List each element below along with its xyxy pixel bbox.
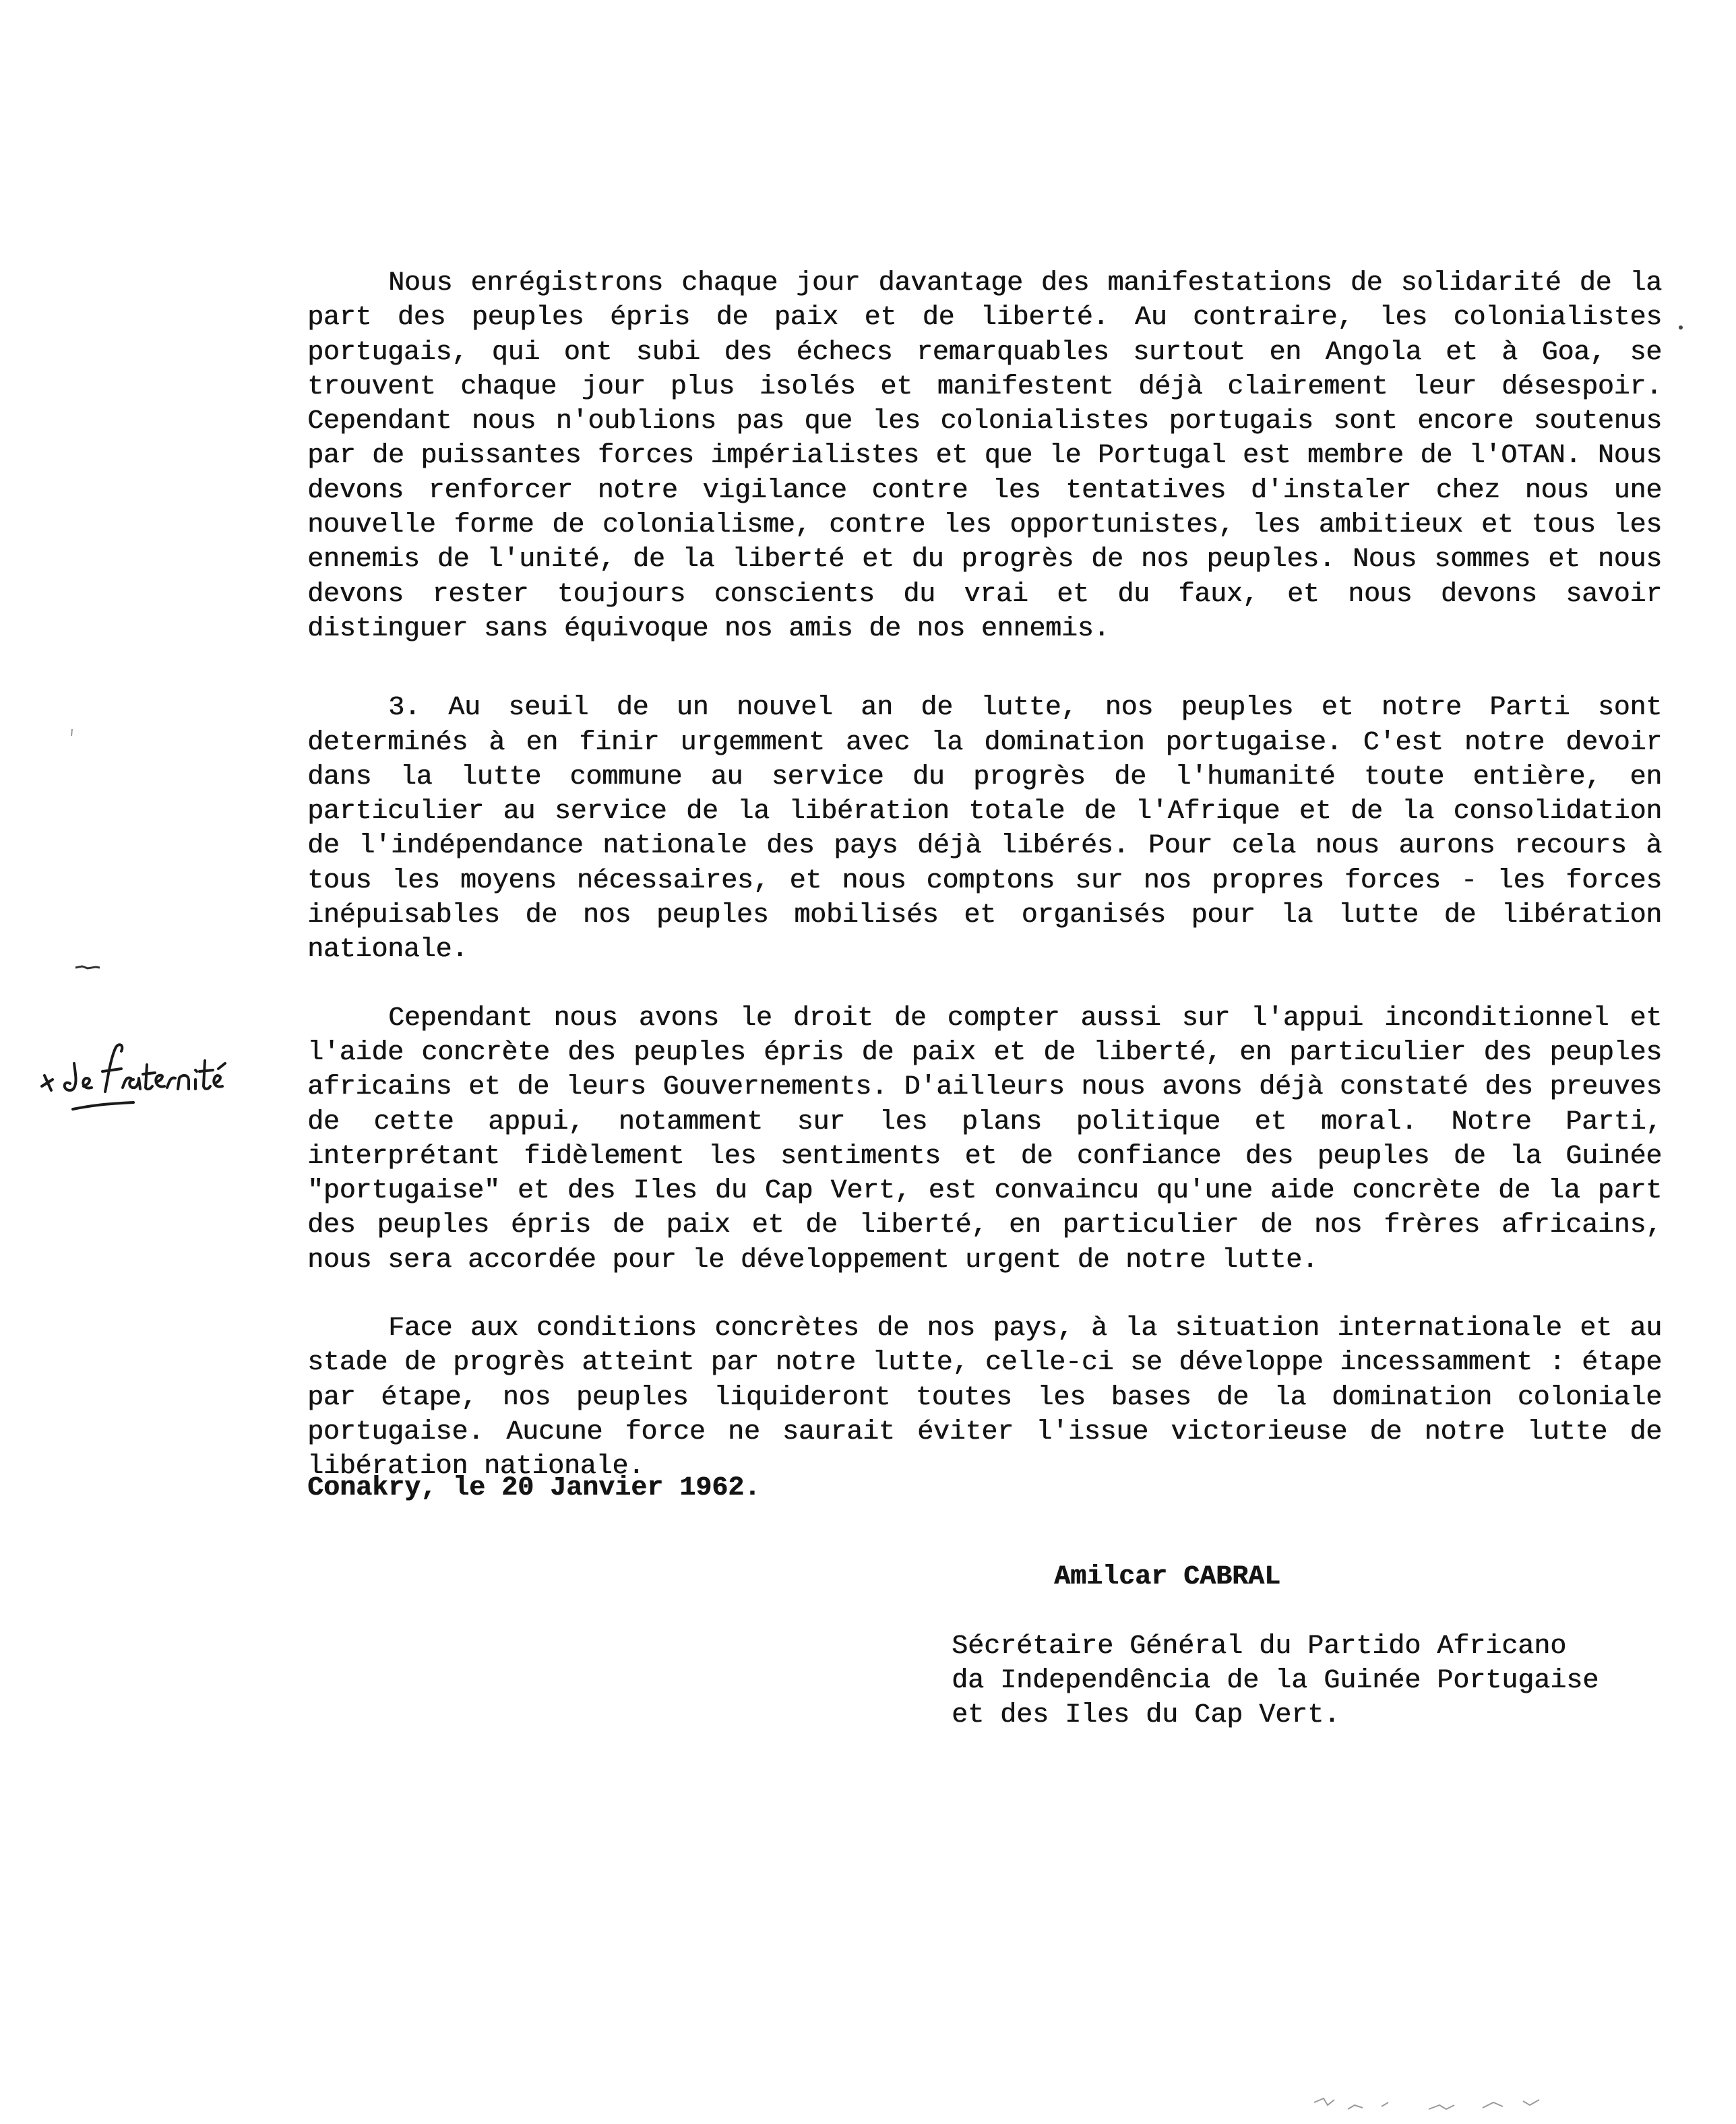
scan-speck xyxy=(69,728,75,737)
place-and-date: Conakry, le 20 Janvier 1962. xyxy=(307,1473,761,1503)
paragraph-point-3: 3. Au seuil de un nouvel an de lutte, nos peuples et notre Parti sont determinés à en finir urgemment avec la domination portugaise. C'est notre devoir dans la lutte commune au service du progrès de l'humanité toute entière, en particulier au service de la libération totale de l'Afrique et de la consolidation de l'indépendance nationale des pays déjà libérés. Pour cela nous aurons recours à tous les moyens nécessaires, et nous comptons sur nos propres forces - les forces inépuisables de nos peuples mobilisés et organisés pour la lutte de libération nationale. xyxy=(307,693,1662,966)
paragraph-solidarity: Nous enrégistrons chaque jour davantage des manifestations de solidarité de la part des peuples épris de paix et de liberté. Au contraire, les colonialistes portugais, qui ont subi des échecs remarquables surtout en Angola et à Goa, se trouvent chaque jour plus isolés et manifestent déjà clairement leur désespoir. Cependant nous n'oublions pas que les colonialistes portugais sont encore soutenus par de puissantes forces impérialistes et que le Portugal est membre de l'OTAN. Nous devons renforcer notre vigilance contre les tentatives d'instaler chez nous une nouvelle forme de colonialisme, contre les opportunistes, les ambitieux et tous les ennemis de l'unité, de la liberté et du progrès de nos peuples. Nous sommes et nous devons rester toujours conscients du vrai et du faux, et nous devons savoir distinguer sans équivoque nos amis de nos ennemis. xyxy=(307,268,1662,644)
scan-speck xyxy=(73,962,102,972)
handwritten-margin-note xyxy=(32,1004,255,1132)
scan-speck xyxy=(1677,323,1685,332)
paragraph-support: Cependant nous avons le droit de compter aussi sur l'appui inconditionnel et l'aide concrète des peuples épris de paix et de liberté, en particulier des peuples africains et de leurs Gouvernements. D'ailleurs nous avons déjà constaté des preuves de cette appui, notamment sur les plans politique et moral. Notre Parti, interprétant fidèlement les sentiments et de confiance des peuples de la Guinée "portugaise" et des Iles du Cap Vert, est convaincu qu'une aide concrète de la part des peuples épris de paix et de liberté, en particulier de nos frères africains, nous sera accordée pour le développement urgent de notre lutte. xyxy=(307,1003,1662,1276)
letter-body xyxy=(307,266,1662,1485)
paragraph-victory: Face aux conditions concrètes de nos pays, à la situation internationale et au stade de progrès atteint par notre lutte, celle-ci se développe incessamment : étape par étape, nos peuples liquideront toutes les bases de la domination coloniale portugaise. Aucune force ne saurait éviter l'issue victorieuse de notre lutte de libération nationale. xyxy=(307,1313,1662,1482)
signer-title-line: et des Iles du Cap Vert. xyxy=(952,1700,1340,1730)
signer-title xyxy=(952,1629,1599,1732)
signer-name: Amilcar CABRAL xyxy=(1054,1562,1281,1592)
signer-title-line: Sécrétaire Général du Partido Africano xyxy=(952,1631,1567,1662)
scan-edge-noise xyxy=(1307,2082,1577,2116)
signer-title-line: da Independência de la Guinée Portugaise xyxy=(952,1666,1599,1696)
